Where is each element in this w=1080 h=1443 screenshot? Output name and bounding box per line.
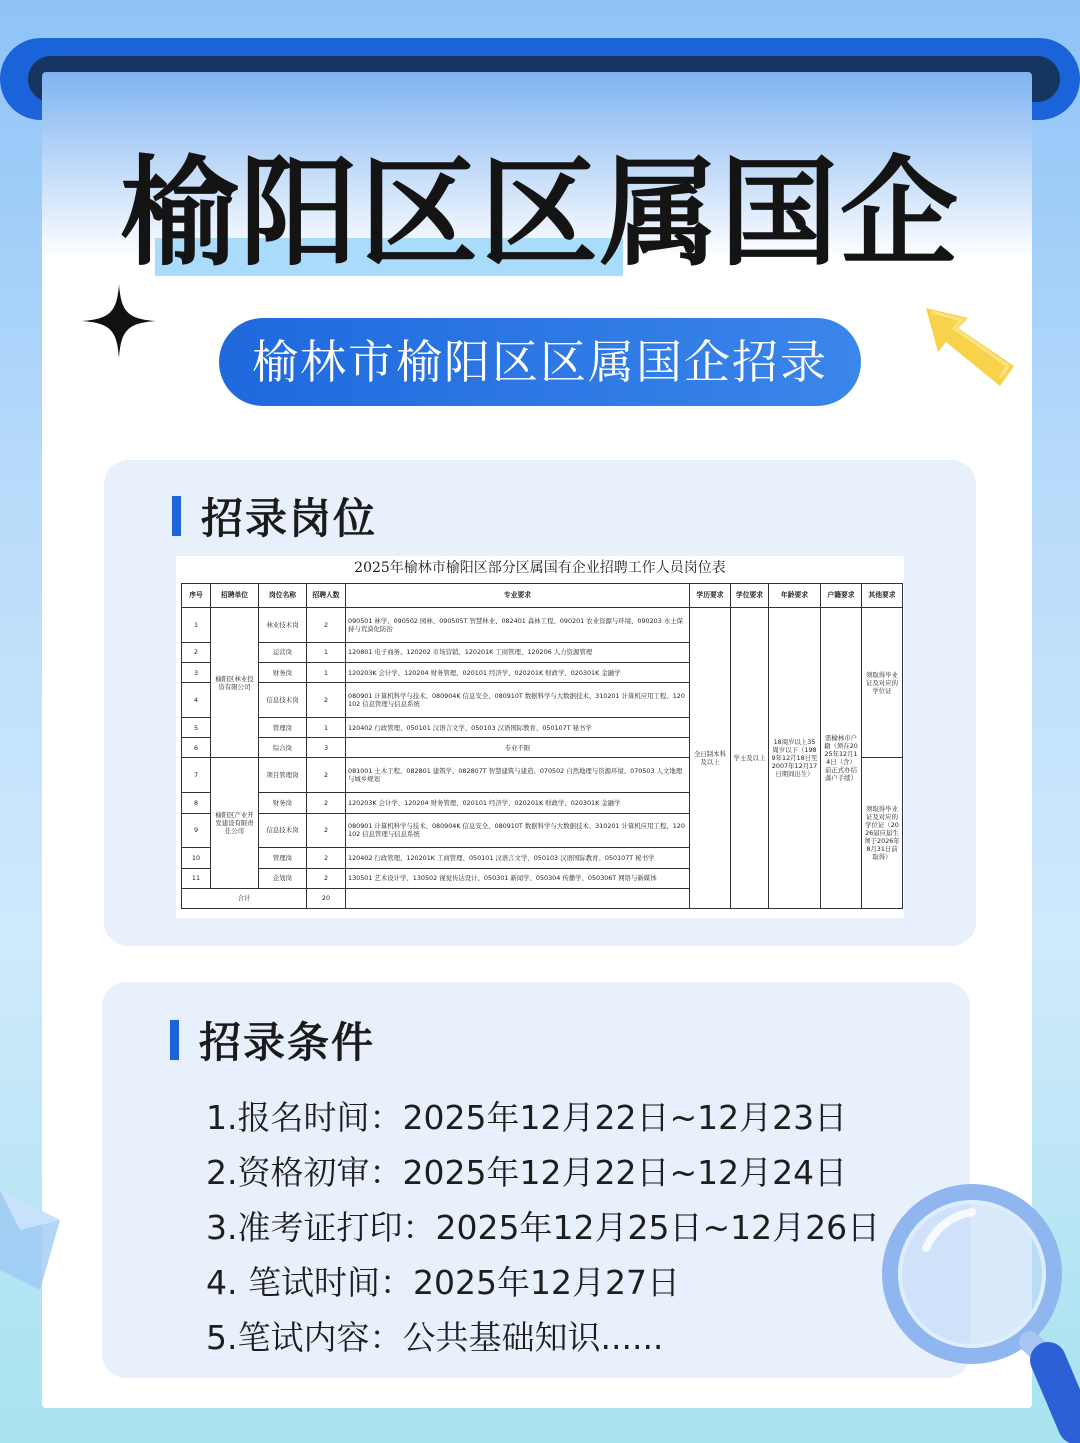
- count-cell: 2: [307, 793, 346, 813]
- conditions-section-head: [170, 1018, 376, 1067]
- row-number-cell: 9: [182, 813, 211, 848]
- row-number-cell: 7: [182, 758, 211, 793]
- header-cell: 招聘单位: [211, 584, 259, 608]
- empty-cell: [346, 888, 690, 908]
- major-cell: 专业不限: [346, 738, 690, 758]
- major-cell: 130501 艺术设计学、130502 视觉传达设计、050301 新闻学、050304 传播学、050306T 网络与新媒体: [346, 868, 690, 888]
- subtitle-pill: 榆林市榆阳区区属国企招录: [219, 318, 861, 406]
- section-accent-bar: [170, 1020, 179, 1060]
- unit-cell: 榆阳区产业开发建设有限责任公司: [211, 758, 259, 888]
- major-cell: 120402 行政管理、120201K 工商管理、050101 汉语言文学、050103 汉语国际教育、050107T 秘书学: [346, 848, 690, 868]
- header-cell: 学位要求: [731, 584, 769, 608]
- education-cell: 全日制本科及以上: [690, 608, 731, 909]
- post-cell: 信息技术岗: [259, 813, 307, 848]
- count-cell: 1: [307, 663, 346, 683]
- positions-section-title: 招录岗位: [201, 494, 378, 543]
- condition-item: 1.报名时间：2025年12月22日~12月23日: [206, 1098, 848, 1137]
- post-cell: 企划岗: [259, 868, 307, 888]
- main-title: 榆阳区区属国企: [119, 144, 960, 282]
- count-cell: 1: [307, 718, 346, 738]
- post-cell: 林业技术岗: [259, 608, 307, 643]
- row-number-cell: 5: [182, 718, 211, 738]
- header-cell: 户籍要求: [821, 584, 862, 608]
- major-cell: 080901 计算机科学与技术、080904K 信息安全、080910T 数据科学与大数据技术、310201 计算机应用工程、120102 信息管理与信息系统: [346, 683, 690, 718]
- post-cell: 管理岗: [259, 718, 307, 738]
- positions-section-head: [172, 494, 378, 543]
- crystal-decoration: [0, 1180, 76, 1300]
- header-cell: 其他要求: [862, 584, 903, 608]
- condition-item: 4. 笔试时间：2025年12月27日: [206, 1263, 680, 1302]
- condition-item: 5.笔试内容：公共基础知识......: [206, 1318, 664, 1357]
- count-cell: 2: [307, 683, 346, 718]
- row-number-cell: 1: [182, 608, 211, 643]
- unit-cell: 榆阳区林业投资有限公司: [211, 608, 259, 758]
- row-number-cell: 8: [182, 793, 211, 813]
- count-cell: 2: [307, 758, 346, 793]
- sparkle-icon: [82, 284, 156, 358]
- major-cell: 120402 行政管理、050101 汉语言文学、050103 汉语国际教育、050107T 秘书学: [346, 718, 690, 738]
- major-cell: 080901 计算机科学与技术、080904K 信息安全、080910T 数据科学与大数据技术、310201 计算机应用工程、120102 信息管理与信息系统: [346, 813, 690, 848]
- count-cell: 2: [307, 848, 346, 868]
- conditions-list: [206, 1090, 880, 1365]
- row-number-cell: 3: [182, 663, 211, 683]
- conditions-card: [102, 982, 970, 1378]
- section-accent-bar: [172, 496, 181, 536]
- row-number-cell: 4: [182, 683, 211, 718]
- header-cell: 专业要求: [346, 584, 690, 608]
- post-cell: 财务岗: [259, 663, 307, 683]
- count-cell: 2: [307, 868, 346, 888]
- condition-item: 2.资格初审：2025年12月22日~12月24日: [206, 1153, 848, 1192]
- positions-table: [181, 583, 903, 909]
- post-cell: 项目管理岗: [259, 758, 307, 793]
- header-cell: 序号: [182, 584, 211, 608]
- header-cell: 岗位名称: [259, 584, 307, 608]
- row-number-cell: 10: [182, 848, 211, 868]
- post-cell: 财务岗: [259, 793, 307, 813]
- condition-item: 3.准考证打印：2025年12月25日~12月26日: [206, 1208, 881, 1247]
- positions-card: [104, 460, 976, 946]
- post-cell: 运营岗: [259, 642, 307, 662]
- conditions-section-title: 招录条件: [199, 1018, 376, 1067]
- age-cell: 18周岁以上35周岁以下（1989年12月18日至2007年12月17日期间出生）: [769, 608, 821, 909]
- table-row: [182, 608, 903, 643]
- positions-table-image: [176, 556, 904, 918]
- total-count-cell: 20: [307, 888, 346, 908]
- count-cell: 1: [307, 642, 346, 662]
- header-cell: 招聘人数: [307, 584, 346, 608]
- row-number-cell: 11: [182, 868, 211, 888]
- major-cell: 081001 土木工程、082801 建筑学、082807T 智慧建筑与建造、070502 自然地理与资源环境、070503 人文地理与城乡规划: [346, 758, 690, 793]
- header-cell: 学历要求: [690, 584, 731, 608]
- table-header-row: [182, 584, 903, 608]
- post-cell: 综合岗: [259, 738, 307, 758]
- count-cell: 3: [307, 738, 346, 758]
- other-cell: 须取得毕业证及对应的学位证（2026届应届生须于2026年8月31日前取得）: [862, 758, 903, 909]
- table-caption: 2025年榆林市榆阳区部分区属国有企业招聘工作人员岗位表: [354, 560, 726, 576]
- row-number-cell: 2: [182, 642, 211, 662]
- count-cell: 2: [307, 813, 346, 848]
- total-label-cell: 合计: [182, 888, 307, 908]
- arrow-icon: [922, 304, 1018, 390]
- major-cell: 120801 电子商务、120202 市场营销、120201K 工商管理、120206 人力资源管理: [346, 642, 690, 662]
- row-number-cell: 6: [182, 738, 211, 758]
- post-cell: 管理岗: [259, 848, 307, 868]
- major-cell: 120203K 会计学、120204 财务管理、020101 经济学、020201K 财政学、020301K 金融学: [346, 663, 690, 683]
- other-cell: 须取得毕业证及对应的学位证: [862, 608, 903, 758]
- count-cell: 2: [307, 608, 346, 643]
- major-cell: 090501 林学、090502 园林、090505T 智慧林业、082401 森林工程、090201 农业资源与环境、090203 水土保持与荒漠化防治: [346, 608, 690, 643]
- major-cell: 120203K 会计学、120204 财务管理、020101 经济学、020201K 财政学、020301K 金融学: [346, 793, 690, 813]
- degree-cell: 学士及以上: [731, 608, 769, 909]
- hukou-cell: 需榆林市户籍（须在2025年12月14日（含）前正式办结落户手续）: [821, 608, 862, 909]
- magnifier-icon: [880, 1178, 1080, 1443]
- post-cell: 信息技术岗: [259, 683, 307, 718]
- header-cell: 年龄要求: [769, 584, 821, 608]
